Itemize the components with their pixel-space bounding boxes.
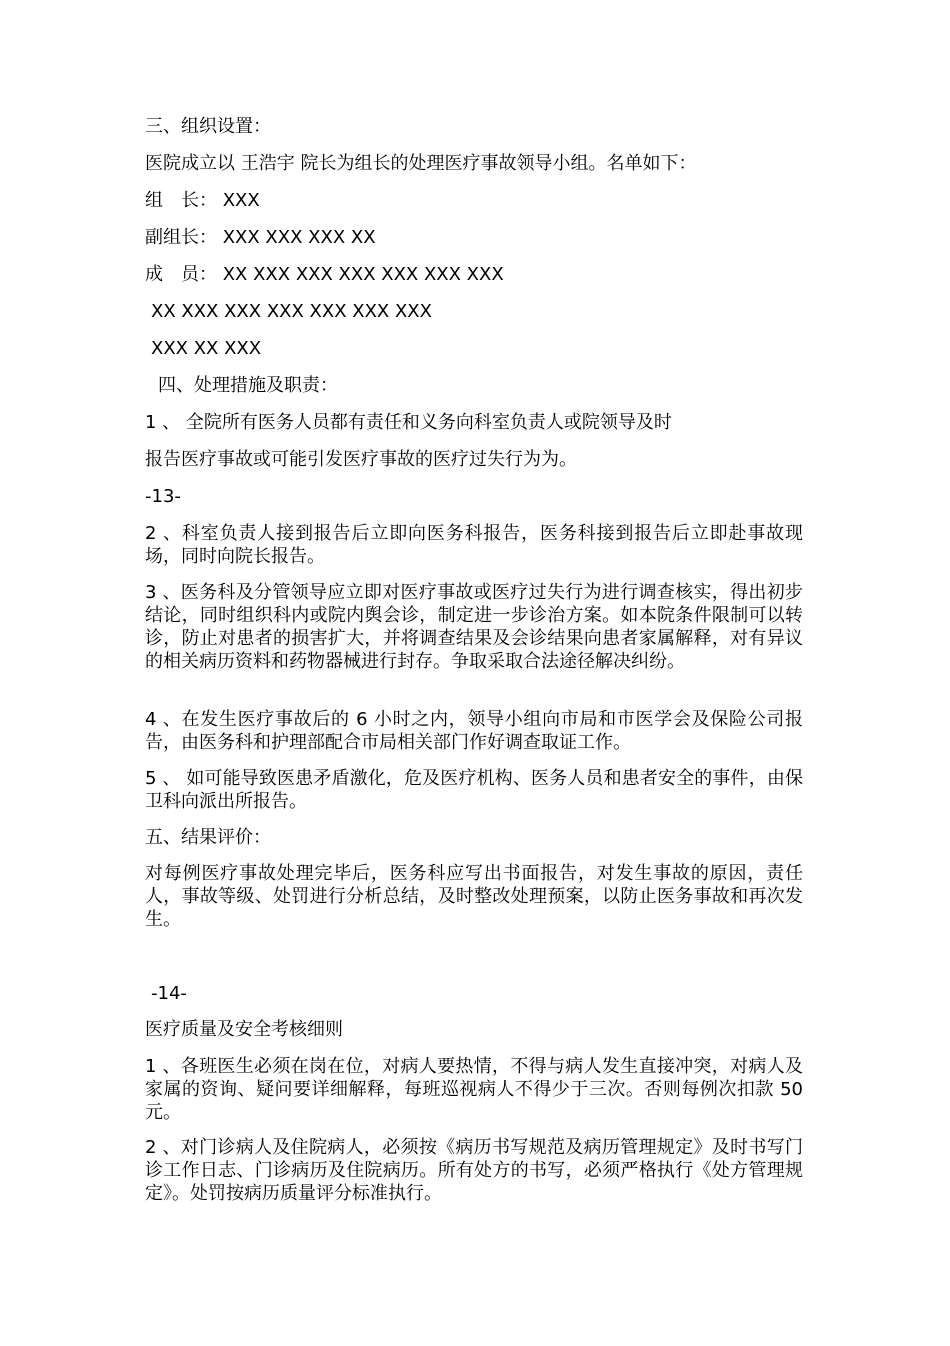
item2-paragraph: 2 、科室负责人接到报告后立即向医务科报告，医务科接到报告后立即赴事故现场，同时向院长报告。 [145, 523, 803, 567]
item1-line-2: 报告医疗事故或可能引发医疗事故的医疗过失行为为。 [145, 449, 577, 470]
item4-paragraph: 4 、在发生医疗事故后的 6 小时之内，领导小组向市局和市医学会及保险公司报告，由医务科和护理部配合市局相关部门作好调查取证工作。 [145, 709, 803, 753]
item1-line-1: 1 、 全院所有医务人员都有责任和义务向科室负责人或院领导及时 [145, 412, 672, 433]
page-number-14: -14- [151, 983, 187, 1004]
members-line-2: XX XXX XXX XXX XXX XXX XXX [151, 301, 432, 322]
section5-heading: 五、结果评价： [145, 827, 271, 848]
page-number-13: -13- [145, 486, 181, 507]
leader-line: 组 长： XXX [145, 190, 260, 211]
item3-paragraph: 3 、医务科及分管领导应立即对医疗事故或医疗过失行为进行调查核实，得出初步结论，同时组织科内或院内舆会诊，制定进一步诊治方案。如本院条件限制可以转诊，防止对患者的损害扩大，并将调查结果及会诊结果向患者家属解释，对有异议的相关病历资料和药物器械进行封存。争取采取合法途径解决纠纷。 [145, 582, 803, 672]
rule2-paragraph: 2 、对门诊病人及住院病人，必须按《病历书写规范及病历管理规定》及时书写门诊工作日志、门诊病历及住院病历。所有处方的书写，必须严格执行《处方管理规定》。处罚按病历质量评分标准执行。 [145, 1137, 803, 1204]
item5-paragraph: 5 、 如可能导致医患矛盾激化，危及医疗机构、医务人员和患者安全的事件，由保卫科向派出所报告。 [145, 768, 803, 812]
section3-heading: 三、组织设置： [145, 116, 271, 137]
section5-body: 对每例医疗事故处理完毕后，医务科应写出书面报告，对发生事故的原因，责任人，事故等级、处罚进行分析总结，及时整改处理预案，以防止医务事故和再次发生。 [145, 863, 803, 930]
deputy-line: 副组长： XXX XXX XXX XX [145, 227, 376, 248]
rule1-paragraph: 1 、各班医生必须在岗在位，对病人要热情，不得与病人发生直接冲突，对病人及家属的资询、疑问要详细解释，每班巡视病人不得少于三次。否则每例次扣款 50 元。 [145, 1056, 803, 1123]
section3-intro: 医院成立以 王浩宇 院长为组长的处理医疗事故领导小组。名单如下： [145, 153, 697, 174]
rules-title: 医疗质量及安全考核细则 [145, 1019, 343, 1040]
members-line-3: XXX XX XXX [151, 338, 262, 359]
members-line-1: 成 员： XX XXX XXX XXX XXX XXX XXX [145, 264, 504, 285]
section4-heading: 四、处理措施及职责： [158, 375, 338, 396]
